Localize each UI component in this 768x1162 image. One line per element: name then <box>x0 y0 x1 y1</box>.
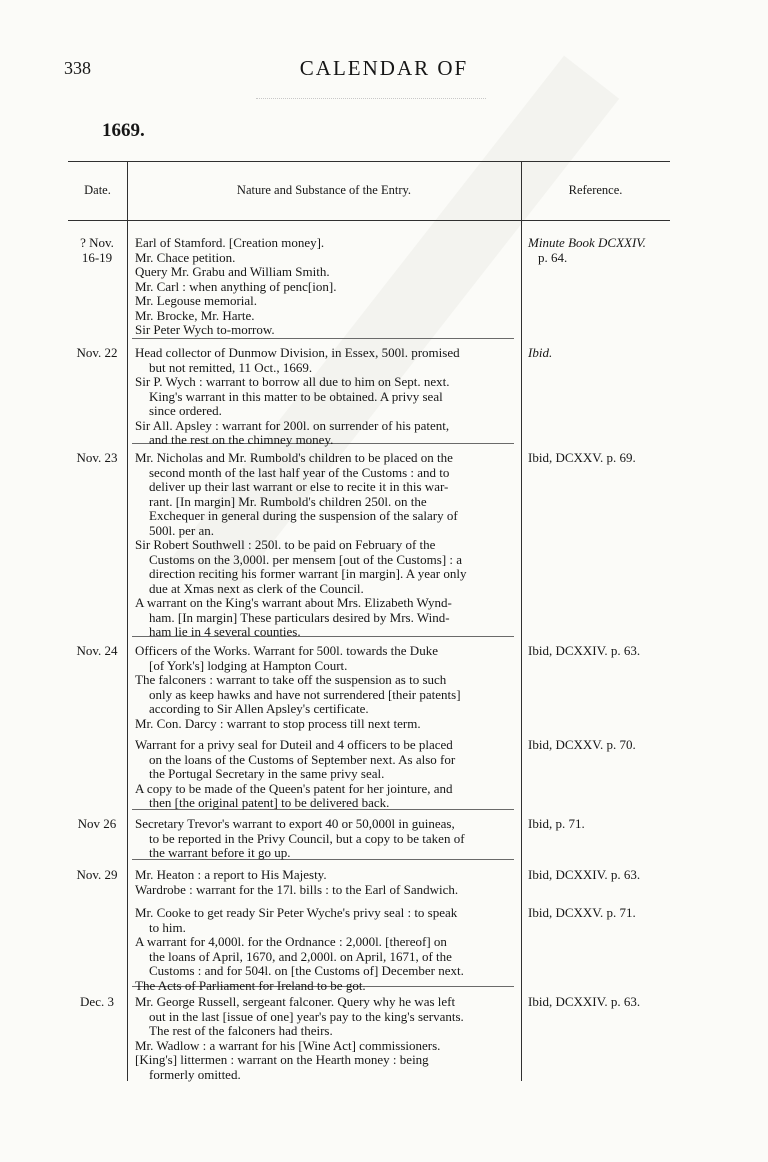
entry-reference: Ibid, DCXXIV. p. 63. <box>528 994 641 1009</box>
entry-text: Mr. George Russell, sergeant falconer. Query why he was left out in the last [issue of one] year's pay to the king's servants. The rest of the falconers had theirs. Mr. Wadlow : a warrant for his [Wine Act] commissioners. [King's] littermen : warrant on the Hearth money : being formerly omitted. <box>135 995 464 1082</box>
entry-date: Dec. 3 <box>80 994 114 1009</box>
entry-date: ? Nov. 16-19 <box>80 235 114 265</box>
running-head: CALENDAR OF <box>299 56 469 80</box>
column-header-date: Date. <box>84 183 111 197</box>
column-header-reference: Reference. <box>568 183 623 197</box>
entry-reference: Ibid, p. 71. <box>528 816 585 831</box>
entry-reference: Ibid, DCXXV. p. 70. <box>528 737 636 752</box>
entry-text: Warrant for a privy seal for Duteil and 4 officers to be placed on the loans of the Customs of September next. As also for the Portugal Secretary in the same privy seal. A copy to be made of the Queen's patent for her jointure, and then [the original patent] to be delivered back. <box>135 738 456 810</box>
entry-text: Mr. Nicholas and Mr. Rumbold's children to be placed on the second month of the last half year of the Customs : and to deliver up their last warrant or else to recite it in this war- rant. [In margin] Mr. Rumbold's children 250l. on the Exchequer in general during the suspension of the salary of 500l. per an. Sir Robert Southwell : 250l. to be paid on February of the Customs on the 3,000l. per mensem [out of the Customs] : a direction reciting his former warrant [in margin]. A year only due at Xmas next as clerk of the Council. A warrant on the King's warrant about Mrs. Elizabeth Wynd- ham. [In margin] These particulars desired by Mrs. Wind- ham lie in 4 several counties. <box>135 451 467 639</box>
entry-reference: Ibid, DCXXV. p. 69. <box>528 450 636 465</box>
column-header-nature: Nature and Substance of the Entry. <box>236 183 412 197</box>
entry-date: Nov. 29 <box>76 867 118 882</box>
entry-text: Head collector of Dunmow Division, in Essex, 500l. promised but not remitted, 11 Oct., 1669. Sir P. Wych : warrant to borrow all due to him on Sept. next. King's warrant in this matter to be obtained. A privy seal since ordered. Sir All. Apsley : warrant for 200l. on surrender of his patent, and the rest on the chimney money. <box>135 346 460 447</box>
column-divider-date <box>127 161 128 1081</box>
entry-reference: Ibid, DCXXIV. p. 63. <box>528 867 641 882</box>
entry-date: Nov. 23 <box>76 450 118 465</box>
entry-text: Earl of Stamford. [Creation money]. Mr. Chace petition. Query Mr. Grabu and William Smith. Mr. Carl : when anything of penc[ion]. Mr. Legouse memorial. Mr. Brocke, Mr. Harte. Sir Peter Wych to-morrow. <box>135 236 337 337</box>
page-number: 338 <box>64 58 91 78</box>
entry-reference: Ibid. <box>528 345 553 360</box>
entry-separator <box>132 338 514 339</box>
table-top-rule <box>68 161 670 162</box>
table-header-rule <box>68 220 670 221</box>
column-divider-reference <box>521 161 522 1081</box>
entry-text: Mr. Heaton : a report to His Majesty. Wardrobe : warrant for the 17l. bills : to the Earl of Sandwich. <box>135 868 459 897</box>
entry-text: Officers of the Works. Warrant for 500l. towards the Duke [of York's] lodging at Hampton Court. The falconers : warrant to take off the suspension as to such only as keep hawks and have not surrendered [their patents] according to Sir Allen Apsley's certificate. Mr. Con. Darcy : warrant to stop process till next term. <box>135 644 461 731</box>
entry-reference: Ibid, DCXXIV. p. 63. <box>528 643 641 658</box>
entry-date: Nov. 22 <box>76 345 118 360</box>
entry-reference: Minute Book DCXXIV. p. 64. <box>528 235 646 265</box>
entry-date: Nov 26 <box>77 816 117 831</box>
entry-text: Secretary Trevor's warrant to export 40 or 50,000l in guineas, to be reported in the Privy Council, but a copy to be taken of the warrant before it go up. <box>135 817 465 860</box>
year-heading: 1669. <box>102 120 145 141</box>
head-ornament-rule <box>256 98 486 99</box>
entry-date: Nov. 24 <box>76 643 118 658</box>
entry-reference: Ibid, DCXXV. p. 71. <box>528 905 636 920</box>
entry-text: Mr. Cooke to get ready Sir Peter Wyche's privy seal : to speak to him. A warrant for 4,000l. for the Ordnance : 2,000l. [thereof] on the loans of April, 1670, and 2,000l. on April, 1671, of the Customs : and for 504l. on [the Customs of] December next. The Acts of Parliament for Ireland to be got. <box>135 906 464 993</box>
